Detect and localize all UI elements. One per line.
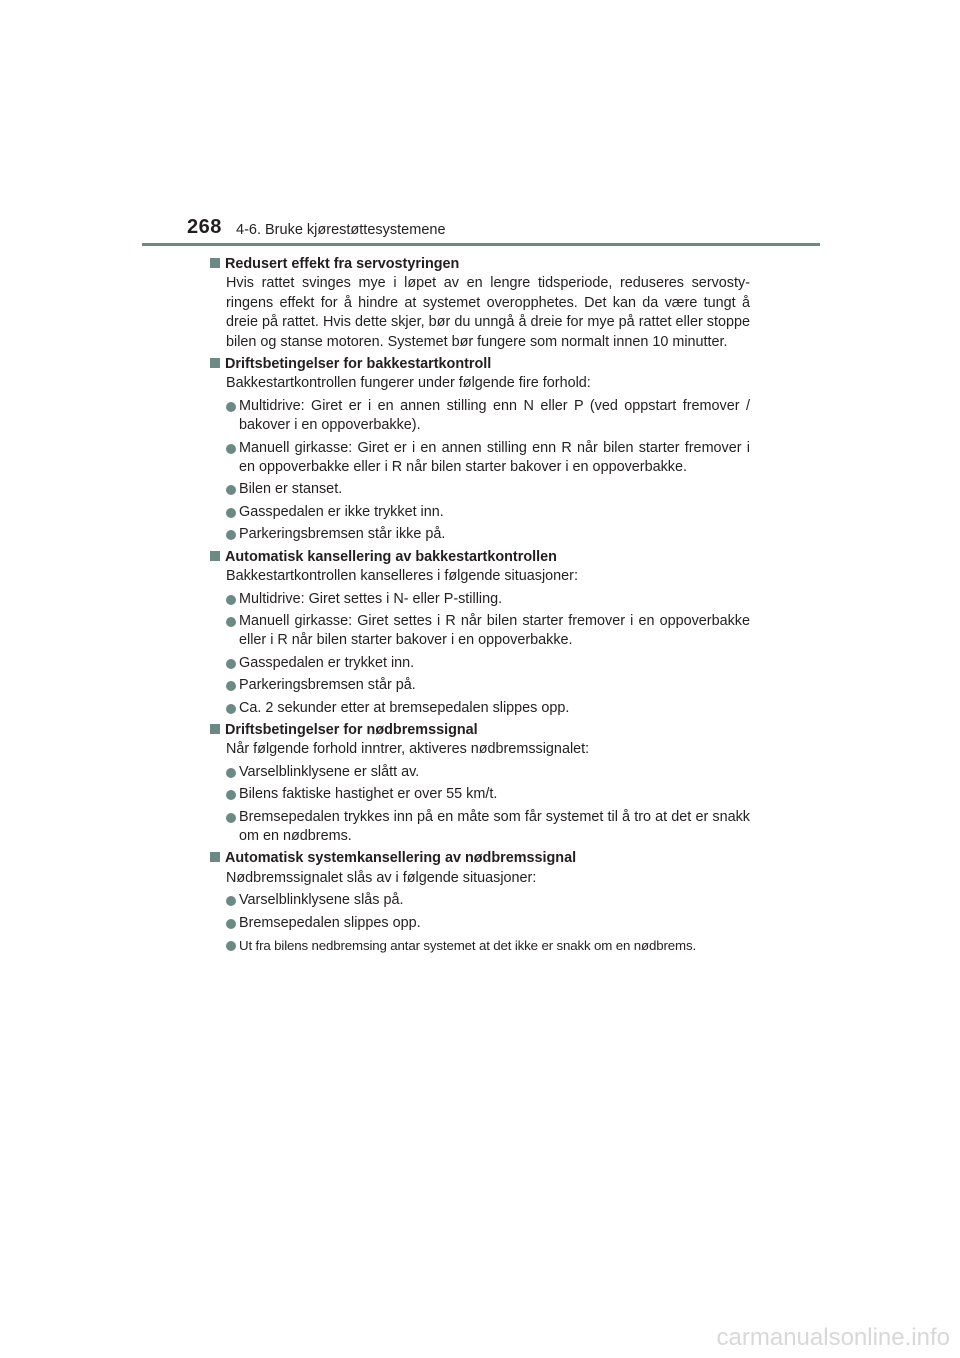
circle-bullet-icon [226,595,236,605]
section-emergency-brake-conditions [210,721,750,846]
circle-bullet-icon [226,919,236,929]
list-item: Bilen er stanset. [226,480,750,499]
section-heading: Driftsbetingelser for bakkestartkontroll [210,355,750,374]
circle-bullet-icon [226,444,236,454]
circle-bullet-icon [226,896,236,906]
page-header [187,214,820,244]
square-bullet-icon [210,551,220,561]
square-bullet-icon [210,258,220,268]
section-paragraph: Når følgende forhold inntrer, aktiveres nødbremssignalet: [226,741,590,758]
circle-bullet-icon [226,813,236,823]
section-paragraph: Bakkestartkontrollen kanselleres i følgende situasjoner: [226,568,578,585]
list-item: Varselblinklysene slås på. [226,891,750,910]
list-item: Bilens faktiske hastighet er over 55 km/t. [226,785,750,804]
square-bullet-icon [210,724,220,734]
circle-bullet-icon [226,508,236,518]
list-item: Bremsepedalen trykkes inn på en måte som får systemet til å tro at det er snakk om en nødbrems. [226,808,750,847]
list-item: Parkeringsbremsen står ikke på. [226,525,750,544]
section-heading: Redusert effekt fra servostyringen [210,255,750,274]
section-hill-start-conditions [210,355,750,545]
list-item: Bremsepedalen slippes opp. [226,914,750,933]
list-item: Manuell girkasse: Giret settes i R når bilen starter fremover i en oppoverbakke eller i R når bilen starter bakover i en oppoverbakke. [226,612,750,651]
page-number: 268 [187,216,222,238]
list-item: Manuell girkasse: Giret er i en annen stilling enn R når bilen starter fremover i en oppoverbakke eller i R når bilen starter bakover i en oppoverbakke. [226,439,750,478]
section-emergency-brake-cancellation [210,849,750,955]
watermark: carmanualsonline.info [716,1324,950,1351]
circle-bullet-icon [226,530,236,540]
page-content [210,252,750,957]
section-servo [210,255,750,352]
circle-bullet-icon [226,402,236,412]
section-paragraph: Bakkestartkontrollen fungerer under følgende fire forhold: [226,375,591,392]
square-bullet-icon [210,852,220,862]
circle-bullet-icon [226,790,236,800]
section-heading: Automatisk systemkansellering av nødbremssignal [210,849,750,868]
section-hill-start-cancellation [210,548,750,718]
list-item: Gasspedalen er ikke trykket inn. [226,503,750,522]
circle-bullet-icon [226,768,236,778]
list-item: Gasspedalen er trykket inn. [226,654,750,673]
section-heading: Driftsbetingelser for nødbremssignal [210,721,750,740]
circle-bullet-icon [226,704,236,714]
list-item: Ca. 2 sekunder etter at bremsepedalen slippes opp. [226,699,750,718]
circle-bullet-icon [226,941,236,951]
list-item: Parkeringsbremsen står på. [226,676,750,695]
circle-bullet-icon [226,617,236,627]
list-item: Multidrive: Giret er i en annen stilling enn N eller P (ved oppstart fremover / bakover i en oppoverbakke). [226,397,750,436]
header-divider [142,243,820,246]
circle-bullet-icon [226,681,236,691]
list-item: Multidrive: Giret settes i N- eller P-stilling. [226,590,750,609]
circle-bullet-icon [226,659,236,669]
section-paragraph: Nødbremssignalet slås av i følgende situasjoner: [226,869,537,886]
section-heading: Automatisk kansellering av bakkestartkontrollen [210,548,750,567]
circle-bullet-icon [226,485,236,495]
square-bullet-icon [210,358,220,368]
list-item: Ut fra bilens nedbremsing antar systemet at det ikke er snakk om en nødbrems. [226,936,750,955]
list-item: Varselblinklysene er slått av. [226,763,750,782]
section-title: 4-6. Bruke kjørestøttesystemene [236,222,446,238]
section-paragraph: Hvis rattet svinges mye i løpet av en lengre tidsperiode, reduseres servostyringens effekt for å hindre at systemet overopphetes. Det kan da være tungt å dreie på rattet. Hvis dette skjer, bør du unngå å dreie for mye på rattet eller stoppe bilen og stanse motoren. Systemet bør fungere som normalt innen 10 minutter. [226,275,750,350]
